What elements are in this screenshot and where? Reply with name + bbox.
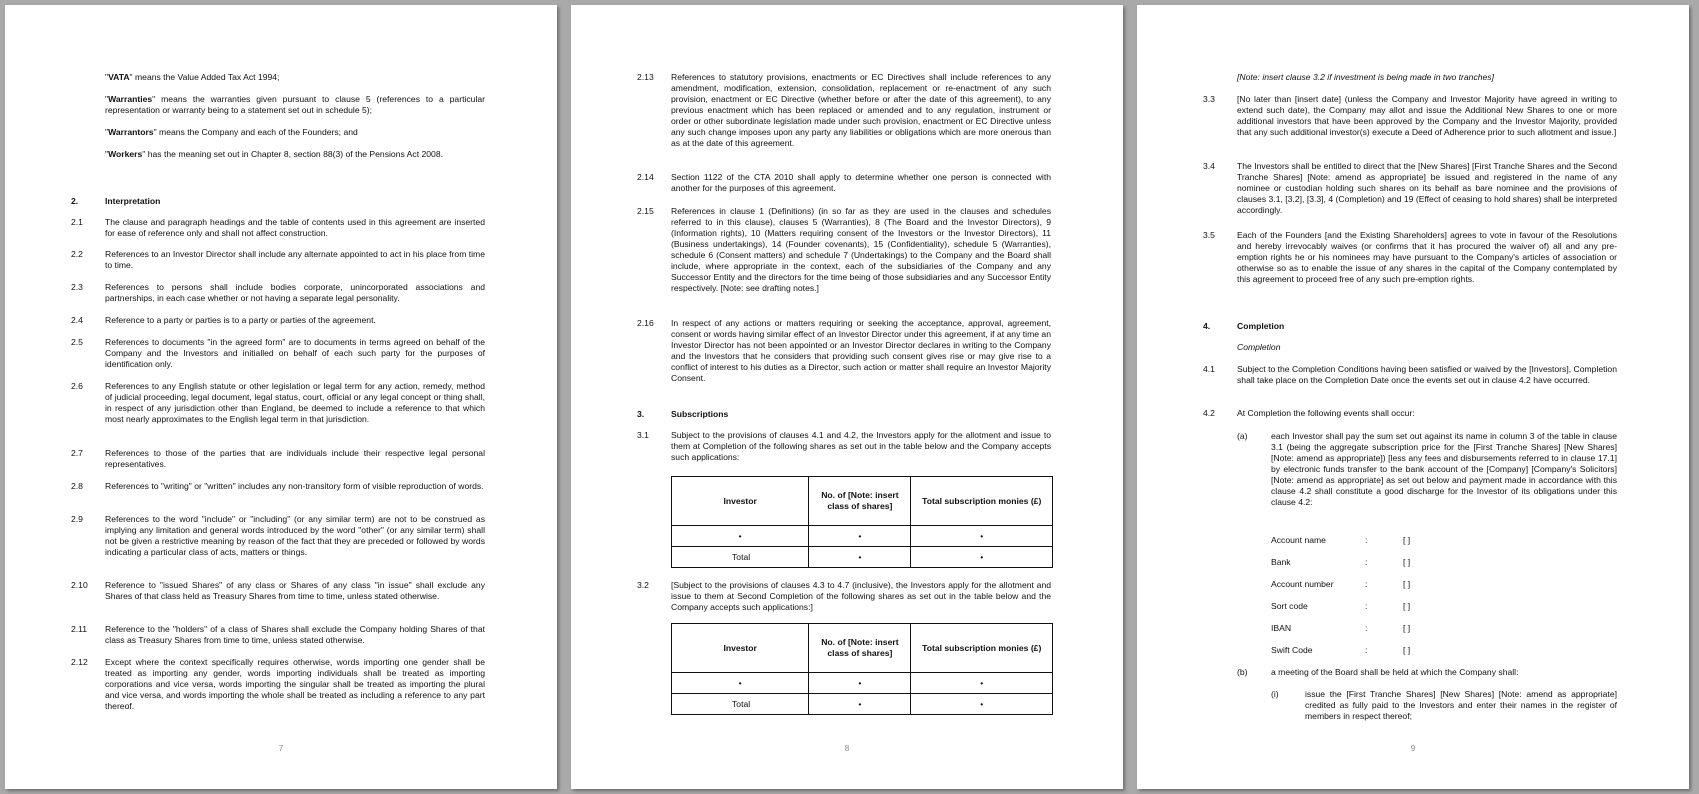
separator: : — [1365, 579, 1368, 589]
table-row — [672, 526, 1053, 547]
table-row — [672, 694, 1053, 715]
blank-field: [ ] — [1403, 645, 1411, 655]
sub-clause-number: (a) — [1237, 431, 1248, 441]
table-cell: • — [911, 526, 1053, 547]
clause-text: Subject to the provisions of clauses 4.1 and 4.2, the Investors apply for the allotment and issue to them at Completion of the following shares as set out in the table below and the Company accepts such applications: — [671, 430, 1051, 462]
clause-text: [Subject to the provisions of clauses 4.3 to 4.7 (inclusive), the Investors apply for the allotment and issue to them at Second Completion of the following shares as set out in the table below and the Company accepts such applications:] — [671, 580, 1051, 612]
table-cell: • — [911, 673, 1053, 694]
clause-number: 4.1 — [1203, 364, 1215, 374]
clause-text: References to any English statute or other legislation or legal term for any action, remedy, method of judicial proceeding, legal document, legal status, court, official or any legal concept or thing shall, in respect of any jurisdiction other than England, be deemed to include a reference to that which most nearly approximates to the English legal term in that jurisdiction. — [105, 381, 485, 424]
section-title: Subscriptions — [671, 409, 729, 419]
clause-text: Reference to a party or parties is to a party or parties of the agreement. — [105, 315, 376, 325]
table-cell: • — [809, 526, 911, 547]
clause-text: Reference to the "holders" of a class of Shares shall exclude the Company holding Shares of that class as Treasury Shares from time to time, unless stated otherwise. — [105, 624, 485, 645]
clause-text: Each of the Founders [and the Existing Shareholders] agrees to vote in favour of the Resolutions and hereby irrevocably waives (or confirms that it has procured the waiver of) all and any pre-emption rights he or his nominees may have pursuant to the Company's articles of association or otherwise so as to enable the issue of any shares in the capital of the Company contemplated by this agreement to proceed free of any such pre-emption rights. — [1237, 230, 1617, 284]
clause-number: 3.3 — [1203, 94, 1215, 104]
defined-term: Workers — [108, 149, 143, 159]
blank-field: [ ] — [1403, 535, 1411, 545]
drafting-note: [Note: insert clause 3.2 if investment is being made in two tranches] — [1237, 72, 1494, 82]
clause-text: Except where the context specifically requires otherwise, words importing one gender shall be treated as importing any gender, words importing individuals shall be treated as importing corporations and vice versa, words importing the singular shall be treated as importing the plural and vice versa, and words importing the whole shall be treated as including a reference to any part thereof. — [105, 657, 485, 711]
clause-text: References to an Investor Director shall include any alternate appointed to act in his place from time to time. — [105, 249, 485, 270]
section-number: 2. — [71, 196, 79, 206]
column-header: Investor — [672, 624, 809, 673]
clause-number: 2.16 — [637, 318, 654, 328]
table-row — [672, 673, 1053, 694]
clause-number: 3.4 — [1203, 161, 1215, 171]
clause-number: 2.5 — [71, 337, 83, 347]
sub-clause-text: a meeting of the Board shall be held at which the Company shall: — [1271, 667, 1519, 677]
page-number: 7 — [278, 744, 284, 753]
section-number: 3. — [637, 409, 645, 419]
section-number: 4. — [1203, 321, 1211, 331]
clause-number: 2.8 — [71, 481, 83, 491]
table-cell: • — [809, 673, 911, 694]
table-cell: • — [911, 547, 1053, 568]
sub-clause-text: each Investor shall pay the sum set out against its name in column 3 of the table in clause 3.1 (being the aggregate subscription price for the [First Tranche Shares] [New Shares] [Note: amend as appropriate]) [less any fees and disbursements referred to in clause 17.1] by electronic funds transfer to the bank account of the [Company] [Company's Solicitors] [Note: amend as appropriate] as set out below and payment made in accordance with this clause 4.2 shall constitute a good discharge for the Investor of its obligations under this clause 4.2: — [1271, 431, 1617, 507]
page-number: 8 — [844, 744, 850, 753]
clause-number: 2.15 — [637, 206, 654, 216]
clause-text: In respect of any actions or matters requiring or seeking the acceptance, approval, agreement, consent or words having similar effect of an Investor Director under this agreement, if at any time an Investor Director has not been appointed or an Investor Director declares in writing to the Company and the Investors that he considers that providing such consent gives rise or may give rise to a conflict of interest to his duties as a Director, such action or matter shall require an Investor Majority Consent. — [671, 318, 1051, 383]
clause-text: The clause and paragraph headings and the table of contents used in this agreement are inserted for ease of reference only and shall not affect construction. — [105, 217, 485, 238]
account-label: IBAN — [1271, 623, 1292, 633]
clause-text: Subject to the Completion Conditions having been satisfied or waived by the [Investors], Completion shall take place on the Completion Date once the events set out in clause 4.2 have occurred. — [1237, 364, 1617, 385]
clause-number: 2.4 — [71, 315, 83, 325]
subscription-table-second-completion — [671, 623, 1053, 715]
blank-field: [ ] — [1403, 557, 1411, 567]
clause-number: 2.12 — [71, 657, 88, 667]
account-row — [1271, 557, 1571, 569]
clause-text: References to those of the parties that are individuals include their respective legal personal representatives. — [105, 448, 485, 469]
sub-clause-number: (b) — [1237, 667, 1248, 677]
account-row — [1271, 535, 1571, 547]
clause-text: [No later than [insert date] (unless the Company and Investor Majority have agreed in writing to extend such date), the Company may allot and issue the Additional New Shares to one or more additional investors that have been approved by the Company and the Investor Majority, provided that any such additional investor(s) execute a Deed of Adherence prior to such allotment and issue.] — [1237, 94, 1617, 137]
account-label: Swift Code — [1271, 645, 1313, 655]
blank-field: [ ] — [1403, 579, 1411, 589]
account-row — [1271, 623, 1571, 635]
account-row — [1271, 579, 1571, 591]
sub-sub-clause-number: (i) — [1271, 689, 1279, 699]
clause-number: 3.5 — [1203, 230, 1215, 240]
subheading: Completion — [1237, 342, 1281, 352]
section-heading — [71, 196, 491, 208]
clause-number: 3.1 — [637, 430, 649, 440]
table-cell: • — [809, 694, 911, 715]
table-row — [672, 547, 1053, 568]
account-label: Account number — [1271, 579, 1334, 589]
defined-term: Warrantors — [108, 127, 154, 137]
separator: : — [1365, 601, 1368, 611]
clause-text: Section 1122 of the CTA 2010 shall apply to determine whether one person is connected with another for the purposes of this agreement. — [671, 172, 1051, 193]
document-page-7 — [5, 5, 557, 789]
separator: : — [1365, 557, 1368, 567]
definition-warranties: "Warranties" means the warranties given pursuant to clause 5 (references to a particular representation or warranty being to a statement set out in schedule 5); — [105, 94, 485, 115]
definition-warrantors: "Warrantors" means the Company and each of the Founders; and — [105, 127, 358, 137]
clause-number: 2.14 — [637, 172, 654, 182]
sub-sub-clause-text: issue the [First Tranche Shares] [New Shares] [Note: amend as appropriate] credited as fully paid to the Investors and enter their names in the register of members in respect thereof; — [1305, 689, 1617, 721]
definition-workers: "Workers" has the meaning set out in Chapter 8, section 88(3) of the Pensions Act 2008. — [105, 149, 443, 159]
document-page-9 — [1137, 5, 1689, 789]
clause-text: References to the word "include" or "including" (or any similar term) are not to be construed as implying any limitation and general words introduced by the word "other" (or any similar term) shall not be given a restrictive meaning by reason of the fact that they are preceded or followed by words indicating a particular class of acts, matters or things. — [105, 514, 485, 557]
table-cell: Total — [672, 694, 809, 715]
clause-number: 2.10 — [71, 580, 88, 590]
section-title: Completion — [1237, 321, 1285, 331]
table-cell: • — [809, 547, 911, 568]
section-title: Interpretation — [105, 196, 161, 206]
blank-field: [ ] — [1403, 623, 1411, 633]
definition-text: has the meaning set out in Chapter 8, section 88(3) of the Pensions Act 2008. — [147, 149, 443, 159]
clause-text: The Investors shall be entitled to direct that the [New Shares] [First Tranche Shares and the Second Tranche Shares] [Note: amend as appropriate] be issued and registered in the name of any nominee or custodian holding such shares on its behalf as bare nominee and the provisions of clauses 3.1, [3.2], [3.3], 4 (Completion) and 19 (Effect of ceasing to hold shares) shall be interpreted accordingly. — [1237, 161, 1617, 215]
clause-text: References to statutory provisions, enactments or EC Directives shall include references to any amendment, modification, extension, consolidation, replacement or re-enactment of any such provision, enactment or EC Directive (whether before or after the date of this agreement), to any previous enactment which has been replaced or amended and to any regulation, instrument or order or other subordinate legislation made under such provision, enactment or EC Directive unless any such change imposes upon any party any liabilities or obligations which are more onerous than as at the date of this agreement. — [671, 72, 1051, 148]
clause-number: 4.2 — [1203, 408, 1215, 418]
clause-number: 2.9 — [71, 514, 83, 524]
blank-field: [ ] — [1403, 601, 1411, 611]
document-page-8 — [571, 5, 1123, 789]
table-cell: • — [672, 526, 809, 547]
account-label: Sort code — [1271, 601, 1308, 611]
separator: : — [1365, 645, 1368, 655]
clause-text: Reference to "issued Shares" of any class or Shares of any class "in issue" shall exclude any Shares of that class held as Treasury Shares from time to time, unless stated otherwise. — [105, 580, 485, 601]
table-cell: • — [672, 673, 809, 694]
table-header-row — [672, 624, 1053, 673]
column-header: Total subscription monies (£) — [911, 624, 1053, 673]
clause-number: 2.2 — [71, 249, 83, 259]
clause-number: 2.3 — [71, 282, 83, 292]
separator: : — [1365, 623, 1368, 633]
definition-text: means the Company and each of the Founders; and — [159, 127, 358, 137]
page-number: 9 — [1410, 744, 1416, 753]
clause-text: References to "writing" or "written" includes any non-transitory form of visible reproduction of words. — [105, 481, 484, 491]
column-header: No. of [Note: insert class of shares] — [809, 477, 911, 526]
table-header-row — [672, 477, 1053, 526]
account-row — [1271, 645, 1571, 657]
account-row — [1271, 601, 1571, 613]
section-heading — [1203, 321, 1623, 333]
clause-text: References to persons shall include bodies corporate, unincorporated associations and partnerships, in each case whether or not having a separate legal personality. — [105, 282, 485, 303]
clause-number: 2.11 — [71, 624, 88, 634]
clause-number: 2.13 — [637, 72, 654, 82]
definition-text: means the Value Added Tax Act 1994; — [135, 72, 280, 82]
account-label: Bank — [1271, 557, 1291, 567]
definition-text: means the warranties given pursuant to clause 5 (references to a particular representation or warranty being to a statement set out in schedule 5); — [105, 94, 485, 115]
clause-number: 2.6 — [71, 381, 83, 391]
column-header: Total subscription monies (£) — [911, 477, 1053, 526]
column-header: No. of [Note: insert class of shares] — [809, 624, 911, 673]
table-cell: Total — [672, 547, 809, 568]
defined-term: VATA — [108, 72, 130, 82]
definition-vata: "VATA" means the Value Added Tax Act 1994; — [105, 72, 280, 82]
account-label: Account name — [1271, 535, 1326, 545]
subscription-table-completion — [671, 476, 1053, 568]
clause-text: References to documents "in the agreed form" are to documents in terms agreed on behalf of the Company and the Investors and initialled on behalf of each such party for the purposes of identification only. — [105, 337, 485, 369]
clause-text: References in clause 1 (Definitions) (in so far as they are used in the clauses and schedules referred to in this clause), clauses 5 (Warranties), 8 (The Board and the Investor Directors), 9 (Information rights), 10 (Matters requiring consent of the Investors or the Investor Directors), 11 (Business undertakings), 14 (Founder covenants), 15 (Confidentiality), schedule 5 (Warranties), schedule 6 (Consent matters) and schedule 7 (Undertakings) to the Company and the Board shall include, where appropriate in the context, each of the subsidiaries of the Company and any Successor Entity and the directors for the time being of those subsidiaries and any Successor Entity respectively. [Note: see drafting notes.] — [671, 206, 1051, 293]
clause-text: At Completion the following events shall occur: — [1237, 408, 1415, 418]
separator: : — [1365, 535, 1368, 545]
clause-number: 3.2 — [637, 580, 649, 590]
clause-number: 2.7 — [71, 448, 83, 458]
defined-term: Warranties — [108, 94, 153, 104]
clause-number: 2.1 — [71, 217, 83, 227]
section-heading — [637, 409, 1057, 421]
table-cell: • — [911, 694, 1053, 715]
column-header: Investor — [672, 477, 809, 526]
